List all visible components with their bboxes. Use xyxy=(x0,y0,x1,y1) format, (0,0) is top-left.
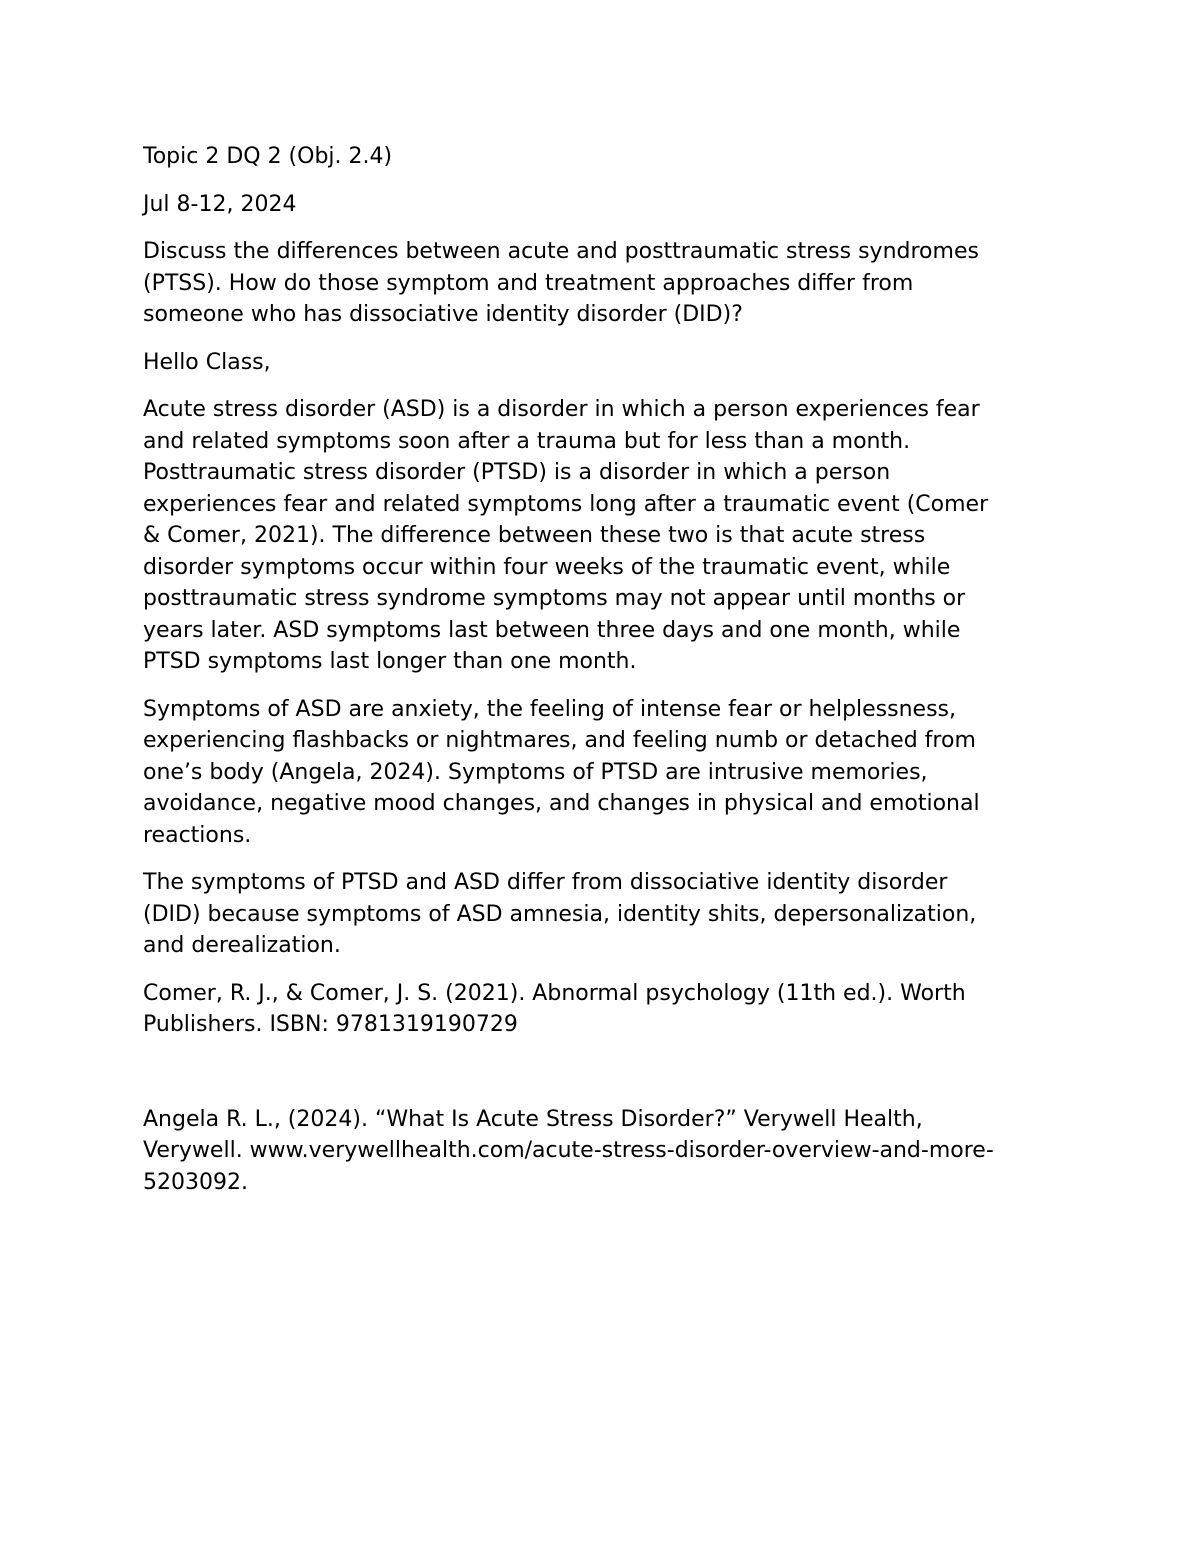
paragraph-line: disorder symptoms occur within four weeks of the traumatic event, while xyxy=(143,554,951,580)
paragraph-line: PTSD symptoms last longer than one month. xyxy=(143,649,637,674)
paragraph-line: one’s body (Angela, 2024). Symptoms of PTSD are intrusive memories, xyxy=(143,759,928,785)
paragraph-line: Posttraumatic stress disorder (PTSD) is a disorder in which a person xyxy=(143,460,891,485)
paragraph-line: posttraumatic stress syndrome symptoms may not appear until months or xyxy=(143,586,966,611)
paragraph-line: and derealization. xyxy=(143,933,341,958)
blank-line xyxy=(143,1057,1078,1104)
topic-heading: Topic 2 DQ 2 (Obj. 2.4) xyxy=(143,144,393,169)
reference-line: Angela R. L., (2024). “What Is Acute Stress Disorder?” Verywell Health, xyxy=(143,1106,923,1132)
paragraph-line: years later. ASD symptoms last between three days and one month, while xyxy=(143,617,961,643)
reference-angela xyxy=(143,1104,1078,1199)
paragraph-line: experiences fear and related symptoms long after a traumatic event (Comer xyxy=(143,491,989,517)
discussion-prompt xyxy=(143,236,1078,331)
paragraph-line: Acute stress disorder (ASD) is a disorder in which a person experiences fear xyxy=(143,397,980,422)
prompt-line: (PTSS). How do those symptom and treatment approaches differ from xyxy=(143,270,914,296)
body-paragraph-2 xyxy=(143,694,1078,852)
date-heading: Jul 8-12, 2024 xyxy=(143,191,297,217)
paragraph-line: The symptoms of PTSD and ASD differ from dissociative identity disorder xyxy=(143,870,948,895)
paragraph-line: avoidance, negative mood changes, and changes in physical and emotional xyxy=(143,791,980,816)
paragraph-line: reactions. xyxy=(143,822,252,848)
reference-line: Comer, R. J., & Comer, J. S. (2021). Abnormal psychology (11th ed.). Worth xyxy=(143,980,966,1006)
paragraph-line: & Comer, 2021). The difference between these two is that acute stress xyxy=(143,523,926,548)
reference-comer xyxy=(143,978,1078,1041)
prompt-line: Discuss the differences between acute and posttraumatic stress syndromes xyxy=(143,239,979,264)
paragraph-line: and related symptoms soon after a trauma but for less than a month. xyxy=(143,428,911,454)
reference-line: 5203092. xyxy=(143,1169,248,1195)
paragraph-line: Symptoms of ASD are anxiety, the feeling of intense fear or helplessness, xyxy=(143,696,957,722)
prompt-line: someone who has dissociative identity disorder (DID)? xyxy=(143,302,743,327)
greeting: Hello Class, xyxy=(143,349,271,375)
body-paragraph-1 xyxy=(143,394,1078,678)
reference-line: Verywell. www.verywellhealth.com/acute-stress-disorder-overview-and-more- xyxy=(143,1138,994,1163)
document-page xyxy=(143,141,1078,1214)
reference-line: Publishers. ISBN: 9781319190729 xyxy=(143,1012,518,1037)
body-paragraph-3 xyxy=(143,867,1078,962)
paragraph-line: experiencing flashbacks or nightmares, and feeling numb or detached from xyxy=(143,728,976,753)
paragraph-line: (DID) because symptoms of ASD amnesia, identity shits, depersonalization, xyxy=(143,901,977,927)
